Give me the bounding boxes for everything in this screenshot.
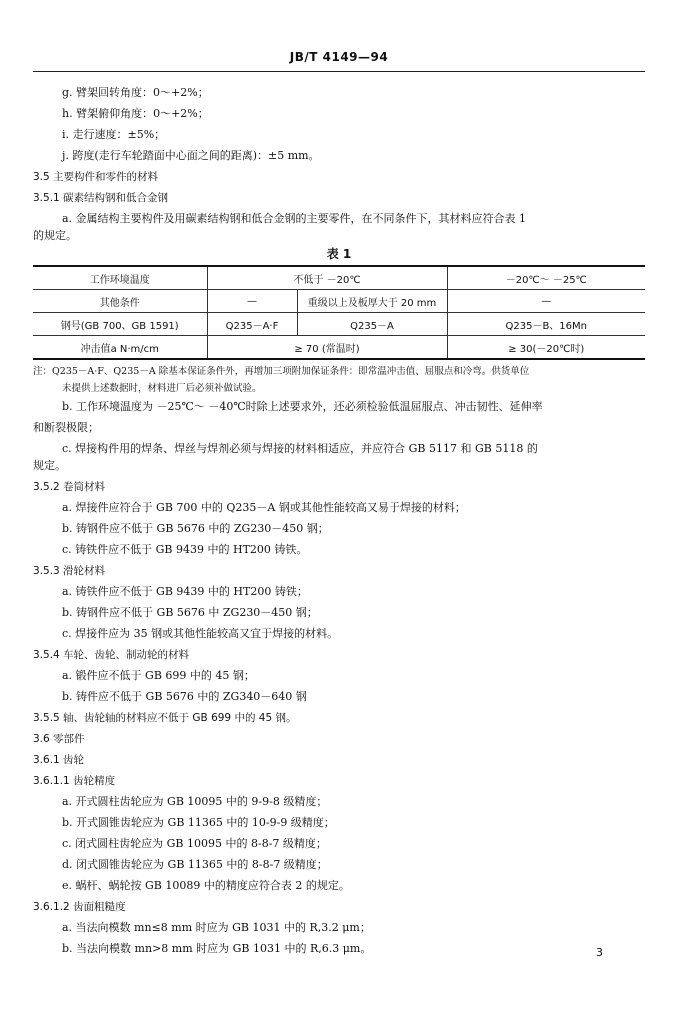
header-rule	[33, 71, 645, 72]
table-cell: Q235－A	[297, 313, 447, 336]
para-a-line-2: 的规定。	[33, 229, 77, 242]
table-row	[33, 336, 645, 360]
body-line: e. 蜗杆、蜗轮按 GB 10089 中的精度应符合表 2 的规定。	[62, 879, 350, 892]
table-cell: 其他条件	[33, 290, 207, 313]
page-number: 3	[596, 946, 603, 959]
body-line: b. 开式圆锥齿轮应为 GB 11365 中的 10-9-9 级精度；	[62, 816, 335, 829]
table-cell: 冲击值a N·m/cm	[33, 336, 207, 360]
body-line: a. 当法向模数 mn≤8 mm 时应为 GB 1031 中的 R,3.2 μm；	[62, 921, 371, 934]
body-line: a. 铸铁件应不低于 GB 9439 中的 HT200 铸铁；	[62, 585, 308, 598]
body-line: 3.5.3 滑轮材料	[33, 565, 106, 577]
body-line: 规定。	[33, 459, 66, 472]
body-line: 3.5.4 车轮、齿轮、制动轮的材料	[33, 649, 190, 661]
table-cell: －20℃～ －25℃	[447, 266, 645, 290]
body-line: b. 工作环境温度为 －25℃～ －40℃时除上述要求外，还必须检验低温屈服点、冲击韧性、延伸率	[62, 400, 543, 413]
table-row	[33, 266, 645, 290]
body-line: a. 锻件应不低于 GB 699 中的 45 钢；	[62, 669, 255, 682]
item-h: h. 臂架俯仰角度：0～+2%；	[62, 107, 209, 120]
table-note-line-2: 未提供上述数据时，材料进厂后必须补做试验。	[62, 383, 262, 394]
table-cell: —	[447, 290, 645, 313]
table-cell: Q235－B、16Mn	[447, 313, 645, 336]
body-line: 3.5.5 轴、齿轮轴的材料应不低于 GB 699 中的 45 钢。	[33, 712, 297, 724]
body-line: 3.6.1.2 齿面粗糙度	[33, 901, 126, 913]
section-3-5-title: 3.5 主要构件和零件的材料	[33, 171, 159, 183]
body-line: 3.6.1 齿轮	[33, 754, 85, 766]
body-line: b. 当法向模数 mn>8 mm 时应为 GB 1031 中的 R,6.3 μm。	[62, 942, 372, 955]
table-cell: ≥ 30(－20℃时)	[447, 336, 645, 360]
body-line: 和断裂极限；	[33, 421, 99, 434]
body-line: 3.6 零部件	[33, 733, 85, 745]
table-cell: —	[207, 290, 297, 313]
body-line: b. 铸钢件应不低于 GB 5676 中 ZG230－450 钢；	[62, 606, 318, 619]
table-cell: ≥ 70 (常温时)	[207, 336, 447, 360]
table-1	[33, 265, 645, 360]
body-line: b. 铸件应不低于 GB 5676 中的 ZG340－640 钢	[62, 690, 307, 703]
table-row	[33, 313, 645, 336]
body-line: b. 铸钢件应不低于 GB 5676 中的 ZG230－450 钢；	[62, 522, 329, 535]
body-line: c. 闭式圆柱齿轮应为 GB 10095 中的 8-8-7 级精度；	[62, 837, 327, 850]
body-line: 3.5.2 卷筒材料	[33, 481, 106, 493]
para-a-line-1: a. 金属结构主要构件及用碳素结构钢和低合金钢的主要零件，在不同条件下，其材料应符合表 1	[62, 212, 527, 225]
body-line: 3.6.1.1 齿轮精度	[33, 775, 116, 787]
table-cell: 重级以上及板厚大于 20 mm	[297, 290, 447, 313]
body-line: d. 闭式圆锥齿轮应为 GB 11365 中的 8-8-7 级精度；	[62, 858, 328, 871]
table-row	[33, 290, 645, 313]
body-line: a. 焊接件应符合于 GB 700 中的 Q235－A 钢或其他性能较高又易于焊接的材料；	[62, 501, 466, 514]
section-3-5-1-title: 3.5.1 碳素结构钢和低合金钢	[33, 192, 169, 204]
table-cell: 钢号(GB 700、GB 1591)	[33, 313, 207, 336]
standard-code-header: JB/T 4149—94	[289, 50, 389, 64]
item-j: j. 跨度(走行车轮踏面中心面之间的距离)：±5 mm。	[62, 149, 320, 162]
body-line: c. 焊接构件用的焊条、焊丝与焊剂必须与焊接的材料相适应，并应符合 GB 5117 和 GB 5118 的	[62, 442, 538, 455]
item-i: i. 走行速度：±5%；	[62, 128, 166, 141]
table-note-line-1: 注：Q235－A·F、Q235－A 除基本保证条件外，再增加三项附加保证条件：即常温冲击值、屈服点和冷弯。供货单位	[33, 366, 530, 377]
item-g: g. 臂架回转角度：0～+2%；	[62, 86, 209, 99]
table-cell: 不低于 －20℃	[207, 266, 447, 290]
table-cell: Q235－A·F	[207, 313, 297, 336]
body-line: c. 焊接件应为 35 钢或其他性能较高又宜于焊接的材料。	[62, 627, 339, 640]
table-1-caption: 表 1	[326, 247, 352, 261]
table-cell: 工作环境温度	[33, 266, 207, 290]
body-line: a. 开式圆柱齿轮应为 GB 10095 中的 9-9-8 级精度；	[62, 795, 328, 808]
body-line: c. 铸铁件应不低于 GB 9439 中的 HT200 铸铁。	[62, 543, 308, 556]
